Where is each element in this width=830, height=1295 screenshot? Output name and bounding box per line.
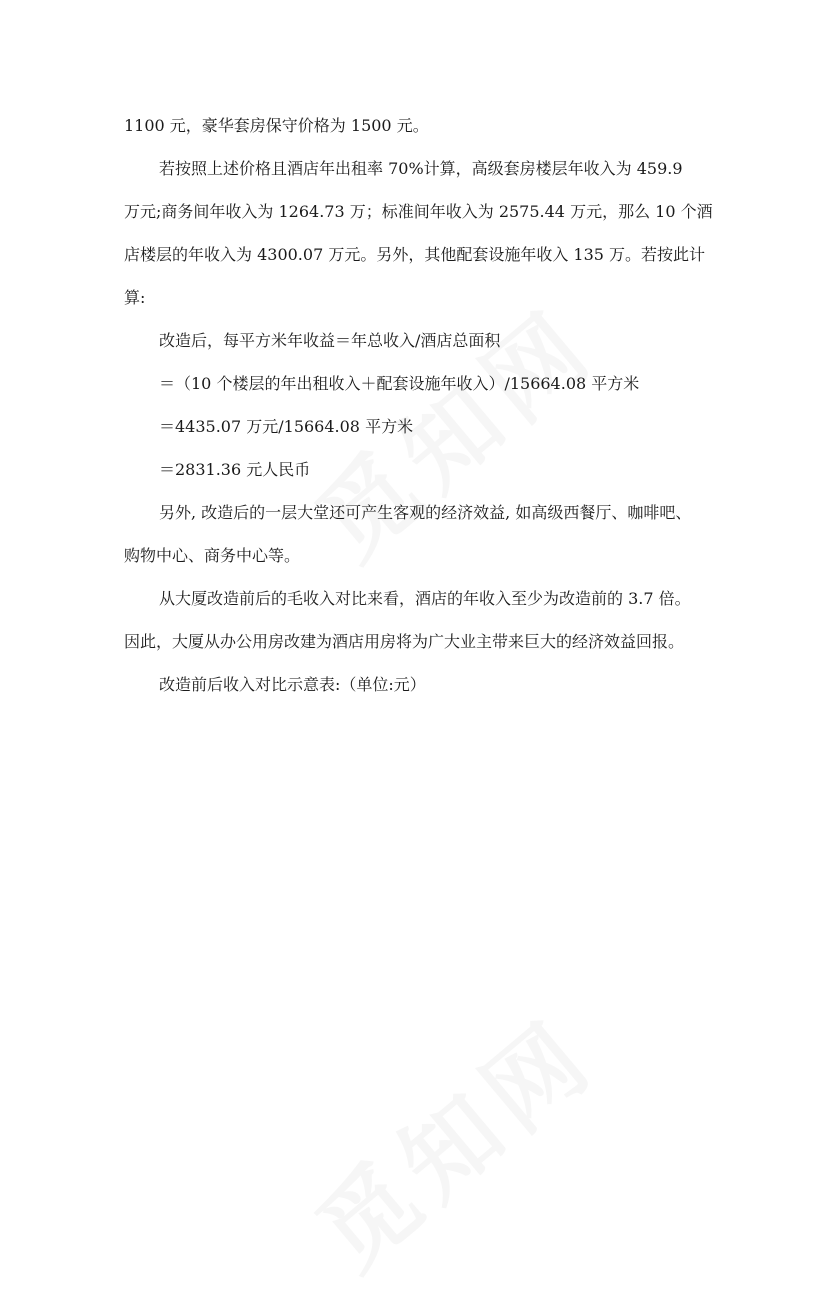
paragraph-line: 从大厦改造前后的毛收入对比来看，酒店的年收入至少为改造前的 3.7 倍。 [159,589,691,608]
formula-line: ＝（10 个楼层的年出租收入＋配套设施年收入）/15664.08 平方米 [159,374,640,393]
paragraph-line: 改造后，每平方米年收益＝年总收入/酒店总面积 [159,331,501,350]
paragraph-line: 购物中心、商务中心等。 [124,546,301,565]
paragraph-line: 若按照上述价格且酒店年出租率 70%计算，高级套房楼层年收入为 459.9 [159,159,683,178]
paragraph-line: 1100 元，豪华套房保守价格为 1500 元。 [124,116,429,135]
paragraph-line: 另外, 改造后的一层大堂还可产生客观的经济效益, 如高级西餐厅、咖啡吧、 [159,503,692,522]
paragraph-line: 店楼层的年收入为 4300.07 万元。另外，其他配套设施年收入 135 万。若按此计 [124,245,706,264]
formula-line: ＝4435.07 万元/15664.08 平方米 [159,417,414,436]
paragraph-line: 算: [124,288,146,307]
formula-line: ＝2831.36 元人民币 [159,460,311,479]
paragraph-line: 因此，大厦从办公用房改建为酒店用房将为广大业主带来巨大的经济效益回报。 [124,632,685,651]
paragraph-line: 万元;商务间年收入为 1264.73 万；标准间年收入为 2575.44 万元，那么 10 个酒 [124,202,713,221]
table-caption: 改造前后收入对比示意表:（单位:元） [159,675,426,694]
watermark-bottom [284,982,620,1295]
